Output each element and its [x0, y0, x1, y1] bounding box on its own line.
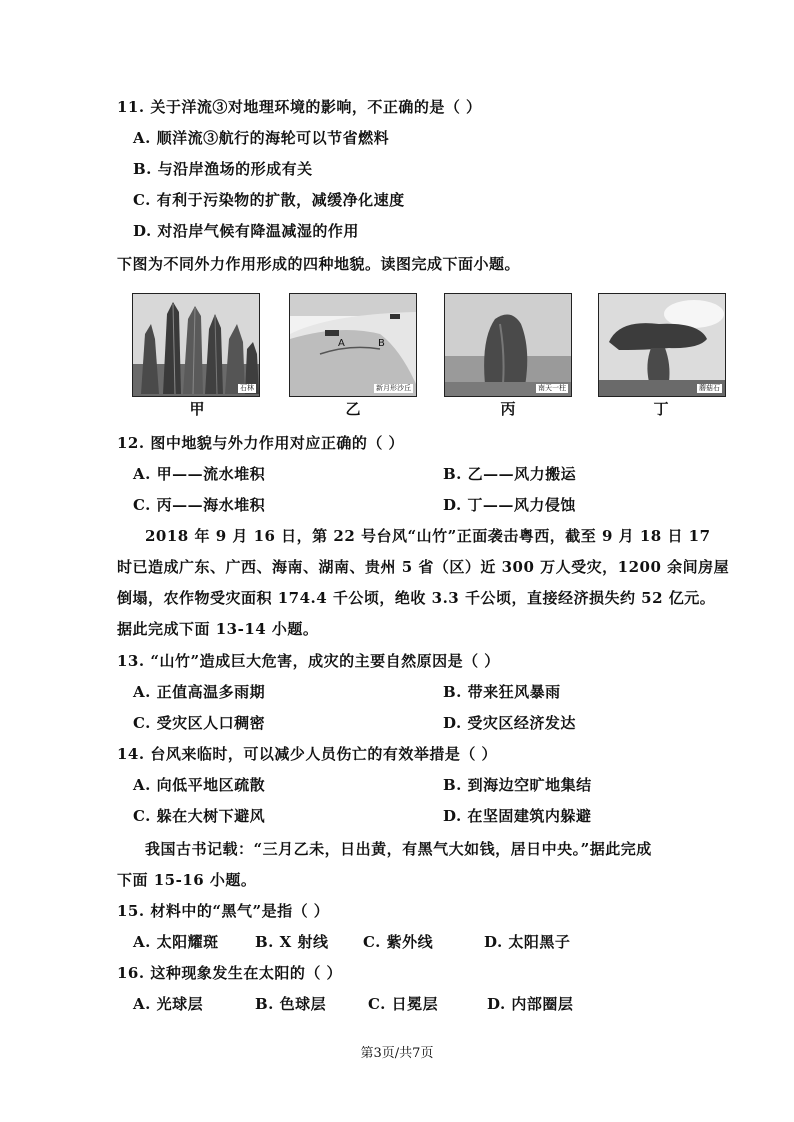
q12-option-a: A. 甲——流水堆积	[133, 465, 266, 483]
passage-13-line-3: 倒塌，农作物受灾面积 174.4 千公顷，绝收 3.3 千公顷，直接经济损失约 52 亿元。	[117, 589, 716, 607]
q12-option-c: C. 丙——海水堆积	[133, 496, 266, 514]
photo-caption: 蘑菇石	[699, 384, 720, 392]
q16-option-d: D. 内部圈层	[487, 995, 574, 1013]
photo-label-jia: 甲	[189, 400, 205, 418]
q14-stem: 14. 台风来临时，可以减少人员伤亡的有效举措是（ ）	[117, 745, 498, 763]
photo-caption: 新月形沙丘	[376, 384, 411, 392]
q16-option-c: C. 日冕层	[368, 995, 439, 1013]
q15-option-a: A. 太阳耀斑	[133, 933, 219, 951]
passage-15-line-1: 我国古书记载：“三月乙未，日出黄，有黑气大如钱，居日中央。”据此完成	[145, 840, 652, 858]
photo-stone-forest	[132, 293, 260, 397]
photo-caption: 石林	[240, 384, 254, 392]
q12-option-d: D. 丁——风力侵蚀	[443, 496, 576, 514]
photo-label-bing: 丙	[500, 400, 516, 418]
q13-stem: 13. “山竹”造成巨大危害，成灾的主要自然原因是（ ）	[117, 652, 500, 670]
q16-option-a: A. 光球层	[133, 995, 204, 1013]
photo-sea-stack	[444, 293, 572, 397]
passage-15-line-2: 下面 15-16 小题。	[117, 871, 257, 889]
page-footer: 第3页/共7页	[360, 1046, 434, 1061]
photo-label-ding: 丁	[653, 400, 669, 418]
photo-caption: 南天一柱	[538, 384, 566, 392]
q15-stem: 15. 材料中的“黑气”是指（ ）	[117, 902, 330, 920]
q15-option-b: B. X 射线	[255, 933, 329, 951]
photo-mushroom-rock	[598, 293, 726, 397]
q11-option-c: C. 有利于污染物的扩散，减缓净化速度	[133, 191, 405, 209]
q14-option-c: C. 躲在大树下避风	[133, 807, 266, 825]
dune-mark-b: B	[378, 338, 385, 349]
dune-mark-a: A	[338, 338, 345, 349]
photo-crescent-dune	[289, 293, 417, 397]
q11-option-d: D. 对沿岸气候有降温减湿的作用	[133, 222, 359, 240]
q16-stem: 16. 这种现象发生在太阳的（ ）	[117, 964, 343, 982]
q13-option-c: C. 受灾区人口稠密	[133, 714, 266, 732]
q13-option-d: D. 受灾区经济发达	[443, 714, 576, 732]
q11-option-b: B. 与沿岸渔场的形成有关	[133, 160, 313, 178]
q13-option-b: B. 带来狂风暴雨	[443, 683, 561, 701]
q13-option-a: A. 正值高温多雨期	[133, 683, 266, 701]
intro-q12: 下图为不同外力作用形成的四种地貌。读图完成下面小题。	[117, 255, 521, 273]
q16-option-b: B. 色球层	[255, 995, 327, 1013]
q12-option-b: B. 乙——风力搬运	[443, 465, 577, 483]
q11-stem: 11. 关于洋流③对地理环境的影响，不正确的是（ ）	[117, 98, 482, 116]
q15-option-d: D. 太阳黑子	[484, 933, 571, 951]
q11-option-a: A. 顺洋流③航行的海轮可以节省燃料	[133, 129, 390, 147]
q14-option-b: B. 到海边空旷地集结	[443, 776, 592, 794]
passage-13-line-1: 2018 年 9 月 16 日，第 22 号台风“山竹”正面袭击粤西，截至 9 月 18 日 17	[145, 527, 711, 545]
passage-13-line-2: 时已造成广东、广西、海南、湖南、贵州 5 省（区）近 300 万人受灾，1200 余间房屋	[117, 558, 730, 576]
q14-option-d: D. 在坚固建筑内躲避	[443, 807, 592, 825]
q14-option-a: A. 向低平地区疏散	[133, 776, 266, 794]
photo-label-yi: 乙	[345, 400, 361, 418]
q12-stem: 12. 图中地貌与外力作用对应正确的（ ）	[117, 434, 405, 452]
q15-option-c: C. 紫外线	[363, 933, 434, 951]
passage-13-line-4: 据此完成下面 13-14 小题。	[117, 620, 319, 638]
